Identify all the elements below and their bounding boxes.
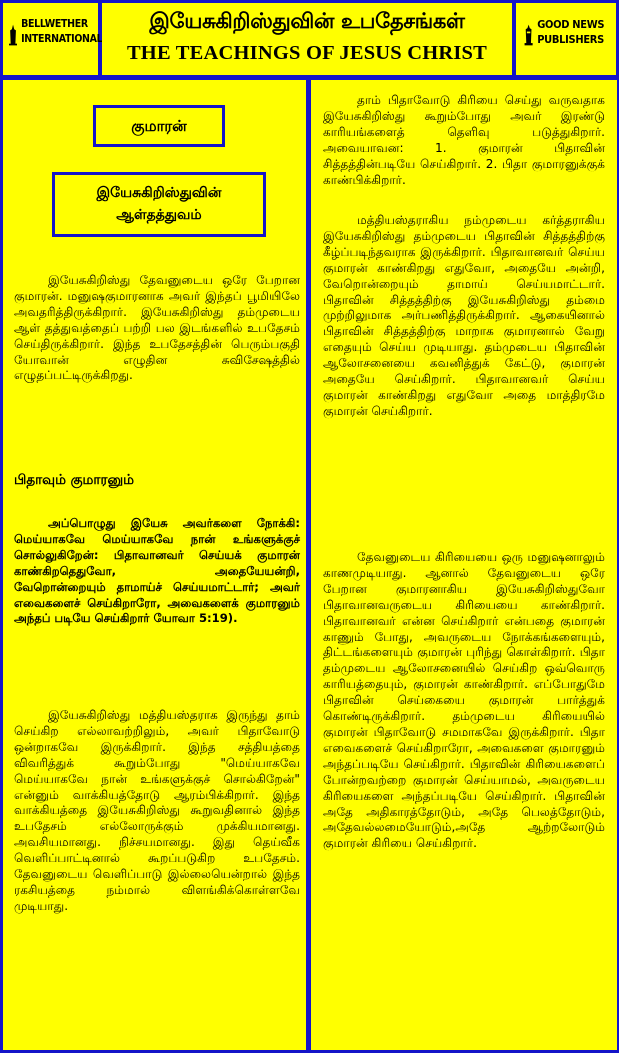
right-text-2: மத்தியஸ்தராகிய நம்முடைய கர்த்தராகிய இயேசுகிறிஸ்து தம்முடைய பிதாவின் சித்தத்திற்கு கீழ்ப்படிந்தவராக இருக்கிறார். பிதாவானவர் செய்ய குமாரன் காண்கிறது எதுவோ, அதையே அன்றி, வேறொன்றையும் தாமாய் செய்யமாட்டார். பிதாவின் சித்தத்திற்கு இயேசுகிறிஸ்து தம்மை முற்றிலுமாக அர்பணித்திருக்கிறார். ஆகையினால் பிதாவின் சித்தத்திற்கு மாறாக குமாரனால் வேறு எதையும் செய்ய முடியாது. தம்முடைய பிதாவின் ஆலோசனையை கவனித்துக் கேட்டு, குமாரன் அதையே செய்கிறார். பிதாவானவர் செய்ய குமாரன் காண்கிறது எதுவோ அதை மாத்திரமே குமாரன் செய்கிறார். (323, 213, 605, 418)
title-box (102, 3, 512, 75)
left-logo-text: BELLWETHER INTERNATIONAL (21, 18, 103, 45)
left-column (3, 80, 306, 1050)
right-logo-text: GOOD NEWS PUBLISHERS (537, 18, 605, 46)
subtitle-line-1: இயேசுகிறிஸ்துவின் (96, 185, 222, 201)
tower-icon (524, 17, 533, 53)
header (0, 0, 619, 80)
bellwether-logo (3, 3, 103, 75)
title-tamil: இயேசுகிறிஸ்துவின் உபதேசங்கள் (149, 9, 465, 33)
right-column (311, 80, 617, 1050)
good-news-logo (516, 3, 616, 75)
right-paragraph-1 (323, 93, 605, 188)
explanation-paragraph (14, 708, 300, 915)
quote-text: அப்பொழுது இயேசு அவர்களை நோக்கி: மெய்யாகவே மெய்யாகவே நான் உங்களுக்குச் சொல்லுகிறேன்: பிதாவானவர் செய்யக் குமாரன் காண்கிறதெதுவோ, அதையேயன்றி, வேறொன்றையும் தாமாய்ச் செய்யமாட்டார்; அவர் எவைகளைச் செய்கிறாரோ, அவைகளைக் குமாரனும் அந்தப் படியே செய்கிறார் யோவா 5:19). (14, 516, 300, 626)
intro-paragraph (14, 273, 300, 384)
explanation-text: இயேசுகிறிஸ்து மத்தியஸ்தராக இருந்து தாம் செய்கிற எல்லாவற்றிலும், அவர் பிதாவோடு ஒன்றாகவே இருக்கிறார். இந்த சத்தியத்தை விவரித்துக் கூறும்போது "மெய்யாகவே மெய்யாகவே நான் உங்களுக்குச் சொல்கிறேன்" என்னும் வாக்கியத்தோடு ஆரம்பிக்கிறார். இந்த வாக்கியத்தை இயேசுகிறிஸ்து கூறுவதினால் இந்த உபதேசம் எல்லோருக்கும் முக்கியமானது. அவசியமானது. நிச்சயமானது. இது தெய்வீக வெளிப்பாட்டினால் கூறப்படுகிற உபதேசம். தேவனுடைய வெளிப்பாடு இல்லையென்றால் இந்த ரகசியத்தை நம்மால் விளங்கிக்கொள்ளவே முடியாது. (14, 708, 300, 913)
right-paragraph-2 (323, 213, 605, 420)
intro-text: இயேசுகிறிஸ்து தேவனுடைய ஒரே பேறான குமாரன். மனுஷகுமாரனாக அவர் இந்தப் பூமியிலே அவதரித்திருக்கிறார். இயேசுகிறிஸ்து தம்முடைய ஆள் தத்துவத்தைப் பற்றி பல இடங்களில் உபதேசம் செய்திருக்கிறார். இந்த உபதேசத்தின் பெரும்பகுதி யோவான் எழுதின சுவிசேஷத்தில் எழுதப்பட்டிருக்கிறது. (14, 273, 300, 383)
subtitle-line-2: ஆள்தத்துவம் (116, 207, 202, 223)
title-english: THE TEACHINGS OF JESUS CHRIST (126, 42, 488, 64)
right-paragraph-3 (323, 550, 605, 852)
section-title-box: குமாரன் (93, 105, 225, 147)
section-heading: பிதாவும் குமாரனும் (14, 472, 134, 488)
subtitle-box (52, 172, 266, 237)
right-text-3: தேவனுடைய கிரியையை ஒரு மனுஷனாலும் காணமுடியாது. ஆனால் தேவனுடைய ஒரே பேறான குமாரனாகிய இயேசுகிறிஸ்துவோ பிதாவானவருடைய கிரியையை காண்கிறார். பிதாவானவர் என்ன செய்கிறார் என்பதை குமாரன் காணும் போது, அவருடைய நோக்கங்களையும், திட்டங்களையும் குமாரன் புரிந்து கொள்கிறார். பிதா தம்முடைய ஆலோசனையில் செய்கிற ஒவ்வொரு காரியத்தையும், குமாரன் காண்கிறார். எப்போதுமே பிதாவின் செய்கையை குமாரன் பார்த்துக் கொண்டிருக்கிறார். தம்முடைய கிரியையில் குமாரன் பிதாவோடு சமமாகவே இருக்கிறார். பிதா எவைகளைச் செய்கிறாரோ, அவைகளை குமாரனும் அந்தப்படியே செய்கிறார். பிதாவின் கிரியைகளைப் போன்றவற்றை குமாரன் செய்யாமல், அவருடைய கிரியைகளை அந்தப்படியே செய்கிறார். பிதாவின் அதே அதிகாரத்தோடும், அதே பெலத்தோடும், அதேவல்லமையோடும்,அதே ஆற்றலோடும் குமாரன் கிரியை செய்கிறார். (323, 550, 605, 851)
scripture-quote (14, 516, 300, 627)
bell-tower-icon (9, 17, 17, 53)
right-text-1: தாம் பிதாவோடு கிரியை செய்து வருவதாக இயேசுகிறிஸ்து கூறும்போது அவர் இரண்டு காரியங்களைத் தெளிவு படுத்துகிறார். அவையாவன: 1. குமாரன் பிதாவின் சித்தத்தின்படியே செய்கிறார். 2. பிதா குமாரனுக்குக் காண்பிக்கிறார். (323, 93, 605, 187)
